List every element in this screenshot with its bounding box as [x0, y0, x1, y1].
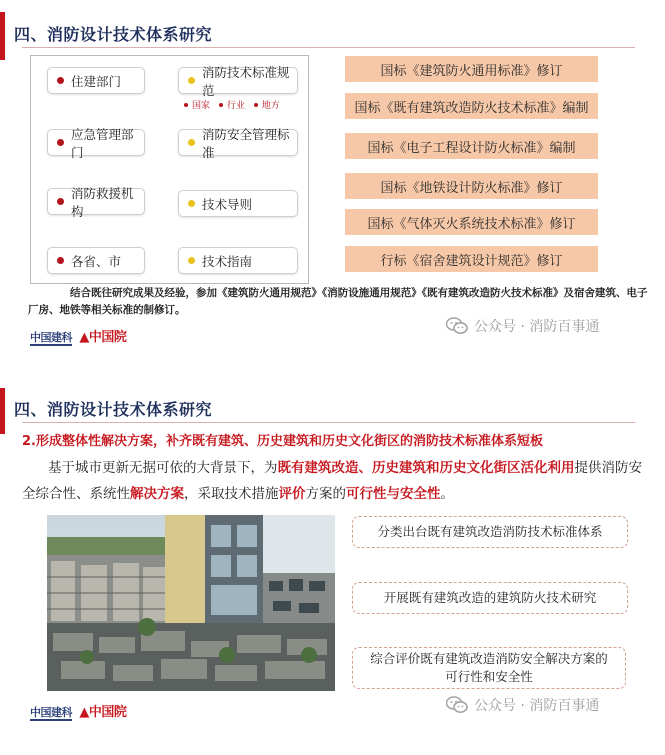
tag-national: 国家	[192, 101, 211, 111]
bullet-dot	[57, 77, 64, 84]
standard-item: 国标《气体灭火系统技术标准》修订	[345, 209, 598, 235]
bullet-dot	[188, 77, 195, 84]
para-text: 消防安全综合性、系统性	[22, 460, 642, 502]
watermark-text: 公众号 · 消防百事通	[474, 319, 600, 335]
para-highlight: 解决方案	[130, 486, 184, 502]
bullet-dot	[57, 198, 64, 205]
logo-china-academy: 中国院	[88, 330, 127, 345]
street-photo	[47, 515, 335, 691]
tag-industry: 行业	[226, 101, 245, 111]
org-label: 应急管理部门	[71, 126, 134, 160]
org-item	[47, 185, 145, 219]
para-text: 。	[440, 486, 454, 502]
logo-mark-icon: ▲	[79, 705, 89, 720]
heading-rule	[22, 47, 635, 48]
note-text	[28, 285, 648, 319]
standard-item: 国标《电子工程设计防火标准》编制	[345, 133, 598, 159]
logo-mark-icon: ▲	[79, 330, 89, 345]
para-text: 基于城市更新无据可依的大背景下，为	[48, 460, 278, 476]
note-line-1: 结合既往研究成果及经验，参加《建筑防火通用规范》《消防设施通用规范》《既有建筑改造防火技术标准》及宿舍建筑、电子	[70, 287, 648, 299]
bullet-dot	[57, 257, 64, 264]
para-text: ，采取技术措施	[184, 486, 279, 502]
note-line-2: 厂房、地铁等相关标准的制修订。	[28, 304, 186, 316]
tag-dot	[219, 103, 223, 107]
std-type-label: 消防技术标准规范	[202, 64, 290, 98]
org-label: 消防救援机构	[71, 185, 134, 219]
section-subtitle: 2.形成整体性解决方案，补齐既有建筑、历史建筑和历史文化街区的消防技术标准体系短板	[22, 434, 543, 449]
bullet-dot	[188, 139, 195, 146]
street-photo-illustration	[47, 515, 335, 691]
bullet-dot	[57, 139, 64, 146]
para-text: 方案的	[305, 486, 346, 502]
org-item	[47, 67, 145, 94]
wechat-icon	[446, 696, 468, 714]
heading-accent-bar	[0, 12, 5, 60]
bullet-dot	[188, 257, 195, 264]
org-item	[47, 247, 145, 274]
logo-cabr: 中国建科	[30, 706, 72, 719]
watermark	[446, 695, 599, 715]
std-type-item	[178, 64, 298, 98]
std-type-label: 消防安全管理标准	[202, 126, 290, 160]
org-label: 各省、市	[71, 253, 122, 269]
solution-box: 开展既有建筑改造的建筑防火技术研究	[352, 582, 628, 614]
level-tags	[178, 98, 280, 111]
standard-item: 国标《地铁设计防火标准》修订	[345, 173, 598, 199]
std-type-item	[178, 190, 298, 217]
wechat-icon	[446, 317, 468, 335]
logo-china-academy: 中国院	[88, 705, 127, 720]
para-text: 提供	[574, 460, 602, 476]
org-item	[47, 126, 145, 160]
tag-local: 地方	[261, 101, 280, 111]
solution-box: 综合评价既有建筑改造消防安全解决方案的可行性和安全性	[352, 647, 626, 689]
para-highlight: 可行性与安全性	[346, 486, 441, 502]
logo-cabr: 中国建科	[30, 331, 72, 344]
standard-item: 国标《既有建筑改造防火技术标准》编制	[345, 93, 598, 119]
para-highlight: 评价	[278, 486, 306, 502]
watermark-text: 公众号 · 消防百事通	[474, 698, 600, 714]
solution-box: 分类出台既有建筑改造消防技术标准体系	[352, 516, 628, 548]
page-title: 四、消防设计技术体系研究	[14, 400, 213, 419]
slide-1	[0, 0, 665, 350]
std-type-label: 技术指南	[202, 253, 253, 269]
footer-logo	[30, 326, 126, 345]
body-paragraph	[22, 455, 642, 507]
org-label: 住建部门	[71, 73, 122, 89]
watermark	[446, 316, 599, 336]
std-type-item	[178, 126, 298, 160]
footer-logo	[30, 701, 126, 720]
para-highlight: 既有建筑改造、历史建筑和历史文化街区活化利用	[277, 460, 575, 476]
tag-dot	[184, 103, 188, 107]
heading-accent-bar	[0, 388, 5, 434]
tag-dot	[254, 103, 258, 107]
std-type-item	[178, 247, 298, 274]
standard-item: 国标《建筑防火通用标准》修订	[345, 56, 598, 82]
bullet-dot	[188, 200, 195, 207]
standard-item: 行标《宿舍建筑设计规范》修订	[345, 246, 598, 272]
std-type-label: 技术导则	[202, 196, 253, 212]
heading-rule	[22, 422, 635, 423]
page-title: 四、消防设计技术体系研究	[14, 25, 213, 44]
